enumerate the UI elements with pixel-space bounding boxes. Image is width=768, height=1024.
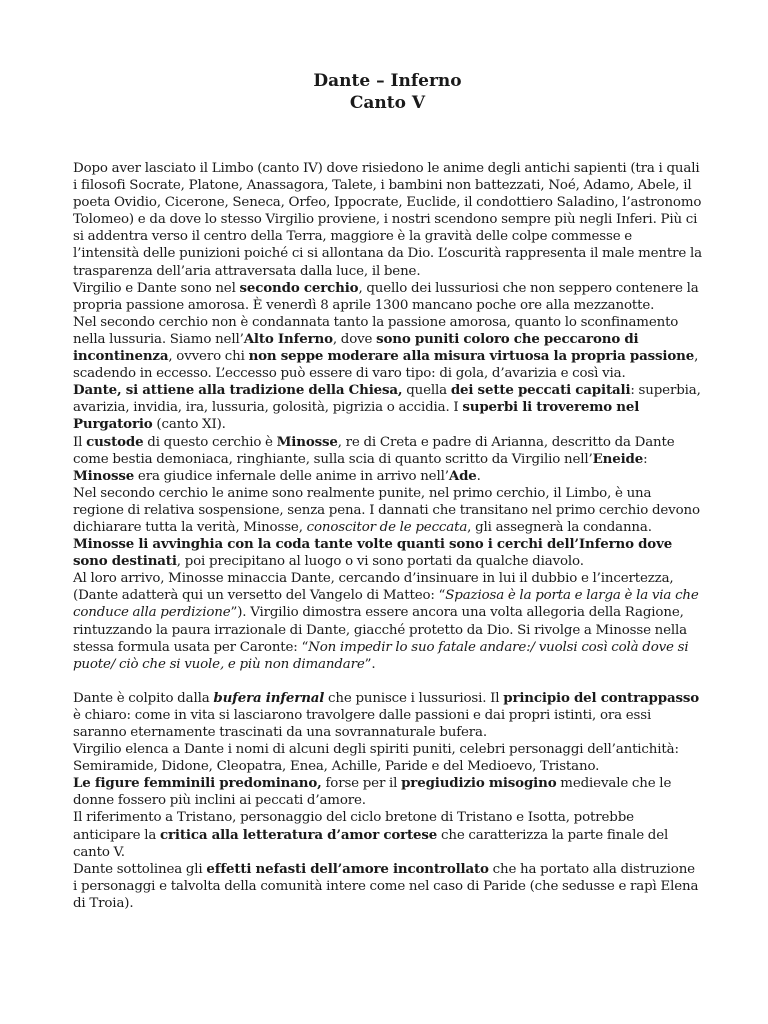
text-run: , scadendo in eccesso. L’eccesso può essere di varo tipo: di gola, d’avarizia e così via.	[73, 349, 699, 382]
emphasized-text: effetti nefasti dell’amore incontrollato	[206, 860, 489, 877]
text-run: Nel secondo cerchio le anime sono realmente punite, nel primo cerchio, il Limbo, è una regione di relativa sospensione, senza pena. I dannati che transitano nel primo cerchio devono dichiarare tutta la verità, Minosse,	[73, 485, 700, 535]
emphasized-text: Minosse	[73, 467, 135, 484]
text-run: medievale che le donne fossero più inclini ai peccati d’amore.	[73, 776, 672, 809]
emphasized-text: bufera infernal	[213, 689, 325, 706]
document-body	[73, 160, 702, 912]
text-run: :	[643, 451, 648, 467]
emphasized-text: secondo cerchio	[239, 279, 359, 296]
paragraph	[73, 160, 702, 280]
text-run: quella	[402, 383, 451, 399]
emphasized-text: custode	[86, 433, 144, 450]
text-run: , ovvero chi	[168, 349, 249, 365]
text-run: Virgilio e Dante sono nel	[73, 280, 240, 296]
text-run: ”). Virgilio dimostra essere ancora una volta allegoria della Ragione, rintuzzando la paura irrazionale di Dante, giacché protetto da Dio. Si rivolge a Minosse nella stessa formula usata per Caronte: “	[73, 605, 688, 655]
paragraph	[73, 861, 702, 912]
text-run: Virgilio elenca a Dante i nomi di alcuni degli spiriti puniti, celebri personaggi dell’antichità: Semiramide, Didone, Cleopatra, Enea, Achille, Paride e del Medioevo, Tristano.	[73, 742, 679, 775]
emphasized-text: Dante, si attiene alla tradizione della Chiesa,	[73, 382, 403, 399]
text-run: di questo cerchio è	[143, 434, 277, 450]
emphasized-text: principio del contrappasso	[503, 689, 700, 706]
text-run: , gli assegnerà la condanna.	[467, 519, 652, 535]
paragraph	[73, 809, 702, 860]
emphasized-text: superbi li troveremo nel Purgatorio	[73, 399, 640, 433]
text-run: , dove	[332, 331, 377, 347]
text-run: forse per il	[321, 776, 402, 792]
emphasized-text: Non impedir lo suo fatale andare:/ vuolsi così colà dove si puote/ ciò che si vuole, e più non dimandare	[73, 639, 689, 672]
paragraph	[73, 570, 702, 673]
emphasized-text: Ade	[448, 467, 477, 484]
text-run: Dante sottolinea gli	[73, 861, 207, 877]
text-run: Il riferimento a Tristano, personaggio del ciclo bretone di Tristano e Isotta, potrebbe anticipare la	[73, 810, 634, 843]
text-run: è chiaro: come in vita si lasciarono travolgere dalle passioni e dai propri istinti, ora essi saranno eternamente trascinati da una sovrannaturale bufera.	[73, 707, 652, 740]
emphasized-text: Eneide	[592, 450, 644, 467]
emphasized-text: Minosse	[276, 433, 338, 450]
emphasized-text: Minosse li avvinghia con la coda tante volte quanti sono i cerchi dell’Inferno dove sono destinati	[73, 536, 673, 570]
paragraph	[73, 382, 702, 433]
title-block	[73, 70, 702, 114]
emphasized-text: non seppe moderare alla misura virtuosa la propria passione	[248, 348, 695, 365]
document-title: Dante – Inferno	[313, 71, 462, 91]
paragraph	[73, 434, 702, 485]
emphasized-text: dei sette peccati capitali	[450, 382, 631, 399]
text-run: Nel secondo cerchio non è condannata tanto la passione amorosa, quanto lo sconfinamento nella lussuria. Siamo nell’	[73, 314, 679, 347]
paragraph	[73, 485, 702, 536]
emphasized-text: Alto Inferno	[243, 330, 333, 347]
emphasized-text: critica alla letteratura d’amor cortese	[160, 826, 438, 843]
paragraph	[73, 280, 702, 314]
text-run: Dante è colpito dalla	[73, 690, 214, 706]
text-run: .	[476, 468, 481, 484]
text-run: Il	[73, 434, 87, 450]
text-run: (canto XI).	[152, 417, 226, 433]
emphasized-text: Le figure femminili predominano,	[73, 775, 322, 792]
paragraph	[73, 690, 702, 741]
paragraph-spacer	[73, 673, 702, 690]
paragraph	[73, 314, 702, 382]
paragraph	[73, 775, 702, 809]
text-run: : superbia, avarizia, invidia, ira, lussuria, golosità, pigrizia o accidia. I	[73, 383, 701, 416]
text-run: , re di Creta e padre di Arianna, descritto da Dante come bestia demoniaca, ringhiante, sulla scia di quanto scritto da Virgilio nell’	[73, 434, 675, 467]
text-run: , quello dei lussuriosi che non seppero contenere la propria passione amorosa. È venerdì 8 aprile 1300 mancano poche ore alla mezzanotte.	[73, 280, 699, 313]
text-run: che punisce i lussuriosi. Il	[324, 690, 504, 706]
text-run: che caratterizza la parte finale del canto V.	[73, 827, 669, 860]
text-run: Al loro arrivo, Minosse minaccia Dante, cercando d’insinuare in lui il dubbio e l’incertezza, (Dante adatterà qui un versetto del Vangelo di Matteo: “	[73, 571, 674, 604]
text-run: era giudice infernale delle anime in arrivo nell’	[134, 468, 449, 484]
paragraph	[73, 741, 702, 775]
text-run: , poi precipitano al luogo o vi sono portati da qualche diavolo.	[176, 554, 584, 570]
emphasized-text: sono puniti coloro che peccarono di incontinenza	[73, 330, 639, 365]
emphasized-text: conoscitor de le peccata	[306, 519, 468, 535]
text-run: che ha portato alla distruzione i personaggi e talvolta della comunità intere come nel caso di Paride (che sedusse e rapì Elena di Troia).	[73, 861, 699, 911]
paragraph	[73, 536, 702, 570]
document-subtitle: Canto V	[349, 93, 426, 113]
text-run: ”.	[364, 656, 376, 672]
text-run: Dopo aver lasciato il Limbo (canto IV) dove risiedono le anime degli antichi sapienti (tra i quali i filosofi Socrate, Platone, Anassagora, Talete, i bambini non battezzati, Noé, Adamo, Abele, il poeta Ovidio, Cicerone, Seneca, Orfeo, Ippocrate, Euclide, il condottiero Saladino, l’astronomo Tolomeo) e da dove lo stesso Virgilio proviene, i nostri scendono sempre più negli Inferi. Più ci si addentra verso il centro della Terra, maggiore è la gravità delle colpe commesse e l’intensità delle punizioni poiché ci si allontana da Dio. L’oscurità rappresenta il male mentre la trasparenza dell’aria attraversata dalla luce, il bene.	[73, 161, 702, 279]
emphasized-text: Spaziosa è la porta e larga è la via che conduce alla perdizione	[73, 588, 699, 621]
emphasized-text: pregiudizio misogino	[401, 775, 557, 792]
